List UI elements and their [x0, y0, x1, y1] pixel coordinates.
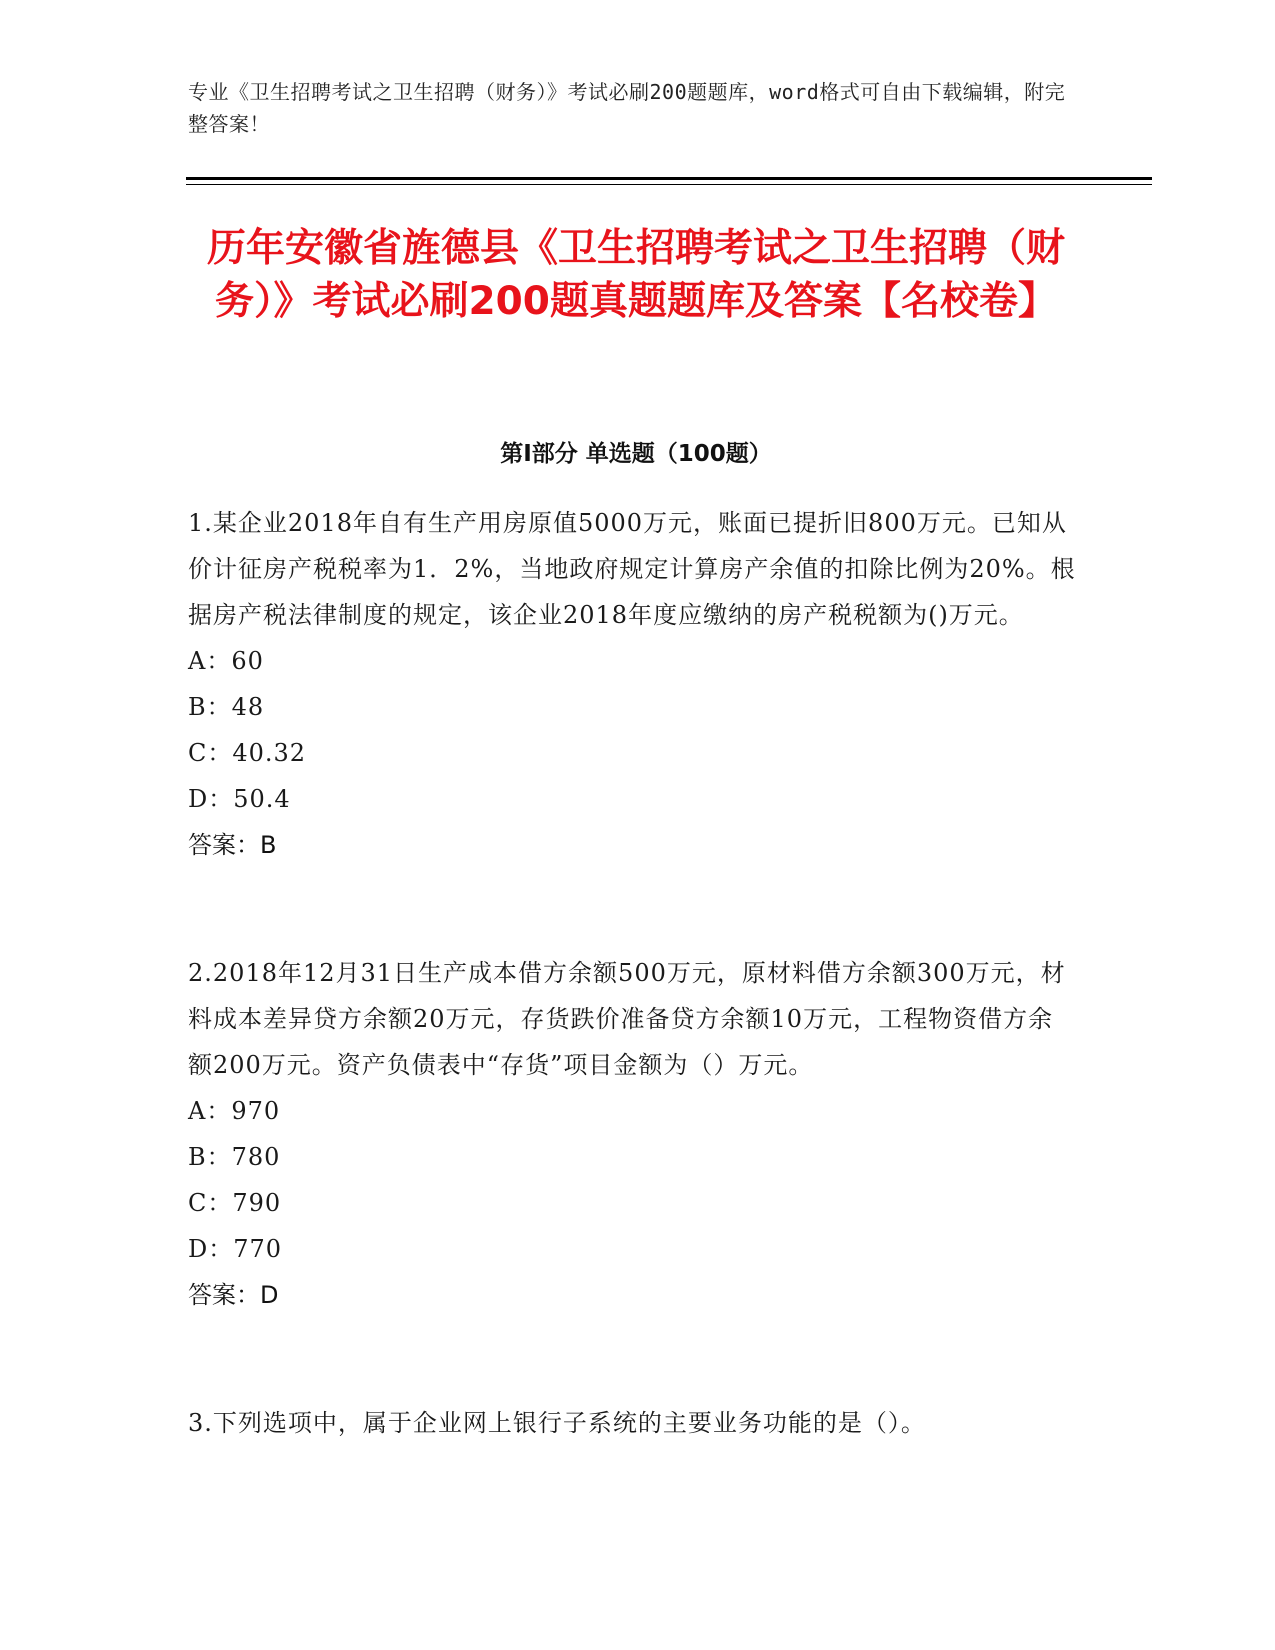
- answer: 答案：B: [188, 831, 277, 859]
- question-2: [188, 950, 1078, 1318]
- section-heading: 第Ⅰ部分 单选题（100题）: [500, 441, 772, 467]
- question-stem: 1.某企业2018年自有生产用房原值5000万元，账面已提折旧800万元。已知从价计征房产税税率为1．2%，当地政府规定计算房产余值的扣除比例为20%。根据房产税法律制度的规定，该企业2018年度应缴纳的房产税税额为()万元。: [188, 509, 1076, 629]
- header-note: 专业《卫生招聘考试之卫生招聘（财务）》考试必刷200题题库，word格式可自由下载编辑，附完整答案！: [188, 80, 1066, 136]
- header-rule-thick: [186, 177, 1152, 180]
- option-a: A：60: [188, 647, 264, 675]
- option-a: A：970: [188, 1097, 281, 1125]
- document-title: 历年安徽省旌德县《卫生招聘考试之卫生招聘（财务）》考试必刷200题真题题库及答案【名校卷】: [206, 226, 1065, 324]
- header-rule-thin: [186, 184, 1152, 185]
- question-1: [188, 500, 1078, 868]
- option-d: D：770: [188, 1235, 283, 1263]
- question-stem: 2.2018年12月31日生产成本借方余额500万元，原材料借方余额300万元，材料成本差异贷方余额20万元，存货跌价准备贷方余额10万元，工程物资借方余额200万元。资产负债表中“存货”项目金额为（）万元。: [188, 959, 1066, 1079]
- option-b: B：780: [188, 1143, 281, 1171]
- option-b: B：48: [188, 693, 265, 721]
- option-c: C：40.32: [188, 739, 307, 767]
- answer: 答案：D: [188, 1281, 279, 1309]
- option-d: D：50.4: [188, 785, 291, 813]
- option-c: C：790: [188, 1189, 282, 1217]
- question-3: [188, 1400, 1078, 1446]
- question-stem: 3.下列选项中，属于企业网上银行子系统的主要业务功能的是（）。: [188, 1409, 926, 1437]
